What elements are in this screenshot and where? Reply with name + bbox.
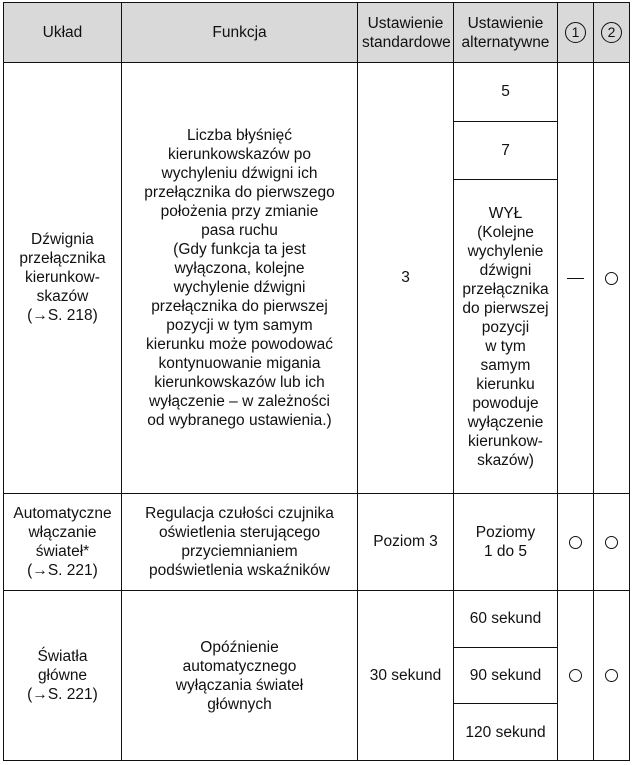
alternative-line: 7 bbox=[501, 142, 510, 159]
header-col2 bbox=[594, 3, 630, 63]
function-line: wyłączona, kolejne bbox=[174, 259, 305, 277]
table-row bbox=[4, 63, 630, 122]
circle-mark-icon bbox=[569, 669, 582, 682]
function-line: wychyleniu dźwigni ich bbox=[161, 164, 318, 182]
function-line: wyłączenie – w zależności bbox=[149, 392, 330, 410]
alternative-line: wyłączenie bbox=[467, 413, 544, 431]
function-line: wyłączania świateł bbox=[175, 676, 304, 694]
layout-cell bbox=[4, 493, 122, 590]
table-row bbox=[4, 493, 630, 590]
standard-setting-cell: 30 sekund bbox=[358, 591, 454, 761]
alternative-line: kierunku bbox=[476, 375, 535, 393]
header-standard-line: standardowe bbox=[362, 33, 451, 51]
alternative-setting-cell bbox=[454, 121, 558, 180]
circled-number-1: 1 bbox=[565, 22, 586, 43]
col1-mark-cell bbox=[558, 63, 594, 494]
circle-mark-icon bbox=[605, 536, 618, 549]
layout-line: (→S. 221) bbox=[27, 686, 98, 704]
header-standard bbox=[358, 3, 454, 63]
function-line: Opóźnienie bbox=[200, 638, 279, 656]
function-cell bbox=[122, 591, 358, 761]
alternative-line: przełącznika bbox=[462, 280, 549, 298]
col2-mark-cell bbox=[594, 63, 630, 494]
alternative-line: 5 bbox=[501, 83, 510, 101]
alternative-line: dźwigni bbox=[479, 261, 532, 279]
header-col1 bbox=[558, 3, 594, 63]
layout-line: świateł* bbox=[35, 542, 90, 560]
alternative-line: w tym bbox=[485, 337, 526, 355]
function-line: podświetlenia wskaźników bbox=[149, 561, 330, 579]
function-line: oświetlenia sterującego bbox=[158, 523, 321, 541]
layout-line: włączanie bbox=[28, 523, 97, 541]
header-layout: Układ bbox=[4, 3, 122, 63]
header-alternative-line: Ustawienie bbox=[467, 14, 544, 32]
alternative-setting-cell bbox=[454, 180, 558, 494]
function-line: Regulacja czułości czujnika bbox=[145, 504, 334, 522]
layout-line: (→S. 221) bbox=[27, 561, 98, 579]
col1-mark-cell bbox=[558, 493, 594, 590]
layout-line: kierunkow- bbox=[25, 269, 100, 287]
function-cell bbox=[122, 63, 358, 494]
layout-line: Automatyczne bbox=[13, 504, 112, 522]
header-row bbox=[4, 3, 630, 63]
layout-cell bbox=[4, 63, 122, 494]
layout-cell bbox=[4, 591, 122, 761]
alternative-line: kierunkow- bbox=[468, 432, 543, 450]
circle-mark-icon bbox=[569, 536, 582, 549]
function-line: kierunkowskazów lub ich bbox=[154, 373, 325, 391]
function-line: głównych bbox=[207, 695, 272, 713]
function-line: przyciemnianiem bbox=[181, 542, 298, 560]
layout-line: Dźwignia bbox=[31, 231, 94, 249]
header-standard-line: Ustawienie bbox=[367, 14, 444, 32]
circled-number-2: 2 bbox=[601, 22, 622, 43]
alternative-setting-cell bbox=[454, 63, 558, 122]
circle-mark-icon bbox=[605, 272, 618, 285]
settings-table bbox=[3, 2, 630, 761]
function-line: automatycznego bbox=[182, 657, 297, 675]
function-line: kontynuowanie migania bbox=[158, 354, 321, 372]
alternative-line: do pierwszej bbox=[462, 299, 549, 317]
table-body bbox=[4, 63, 630, 761]
function-line: wychylenie dźwigni bbox=[173, 278, 306, 296]
table-row bbox=[4, 591, 630, 648]
layout-line: główne bbox=[37, 667, 88, 685]
header-alternative bbox=[454, 3, 558, 63]
function-line: Liczba błyśnięć bbox=[186, 126, 293, 144]
alternative-line: WYŁ bbox=[488, 204, 523, 222]
function-line: (Gdy funkcja ta jest bbox=[173, 240, 306, 258]
alternative-setting-cell bbox=[454, 493, 558, 590]
alternative-line: wychylenie bbox=[467, 242, 544, 260]
col2-mark-cell bbox=[594, 591, 630, 761]
dash-mark-icon bbox=[567, 278, 584, 279]
alternative-line: samym bbox=[480, 356, 531, 374]
circle-mark-icon bbox=[605, 669, 618, 682]
alternative-line: Poziomy bbox=[475, 523, 536, 541]
alternative-line: (Kolejne bbox=[477, 223, 534, 241]
col1-mark-cell bbox=[558, 591, 594, 761]
alternative-line: 60 sekund bbox=[469, 610, 542, 628]
function-line: pasa ruchu bbox=[201, 221, 278, 239]
layout-line: skazów bbox=[36, 288, 89, 306]
alternative-line: 120 sekund bbox=[465, 723, 546, 741]
col2-mark-cell bbox=[594, 493, 630, 590]
alternative-line: 1 do 5 bbox=[483, 542, 528, 560]
alternative-line: powoduje bbox=[472, 394, 539, 412]
alternative-line: skazów) bbox=[477, 451, 534, 469]
function-line: przełącznika do pierwszego bbox=[144, 183, 335, 201]
header-function: Funkcja bbox=[122, 3, 358, 63]
alternative-setting-cell bbox=[454, 704, 558, 761]
alternative-line: pozycji bbox=[481, 318, 530, 336]
function-cell bbox=[122, 493, 358, 590]
layout-line: Światła bbox=[37, 648, 88, 666]
function-line: położenia przy zmianie bbox=[160, 202, 319, 220]
standard-setting-cell: 3 bbox=[358, 63, 454, 494]
layout-line: przełącznika bbox=[19, 250, 106, 268]
function-line: kierunkowskazów po bbox=[167, 145, 311, 163]
function-line: pozycji w tym samym bbox=[166, 316, 313, 334]
function-line: przełącznika do pierwszej bbox=[151, 297, 328, 315]
alternative-setting-cell bbox=[454, 591, 558, 648]
layout-line: (→S. 218) bbox=[27, 307, 98, 325]
alternative-line: 90 sekund bbox=[469, 667, 542, 684]
function-line: od wybranego ustawienia.) bbox=[147, 411, 332, 429]
alternative-setting-cell bbox=[454, 647, 558, 704]
header-alternative-line: alternatywne bbox=[461, 33, 550, 51]
standard-setting-cell: Poziom 3 bbox=[358, 493, 454, 590]
function-line: kierunku może powodować bbox=[146, 335, 333, 353]
